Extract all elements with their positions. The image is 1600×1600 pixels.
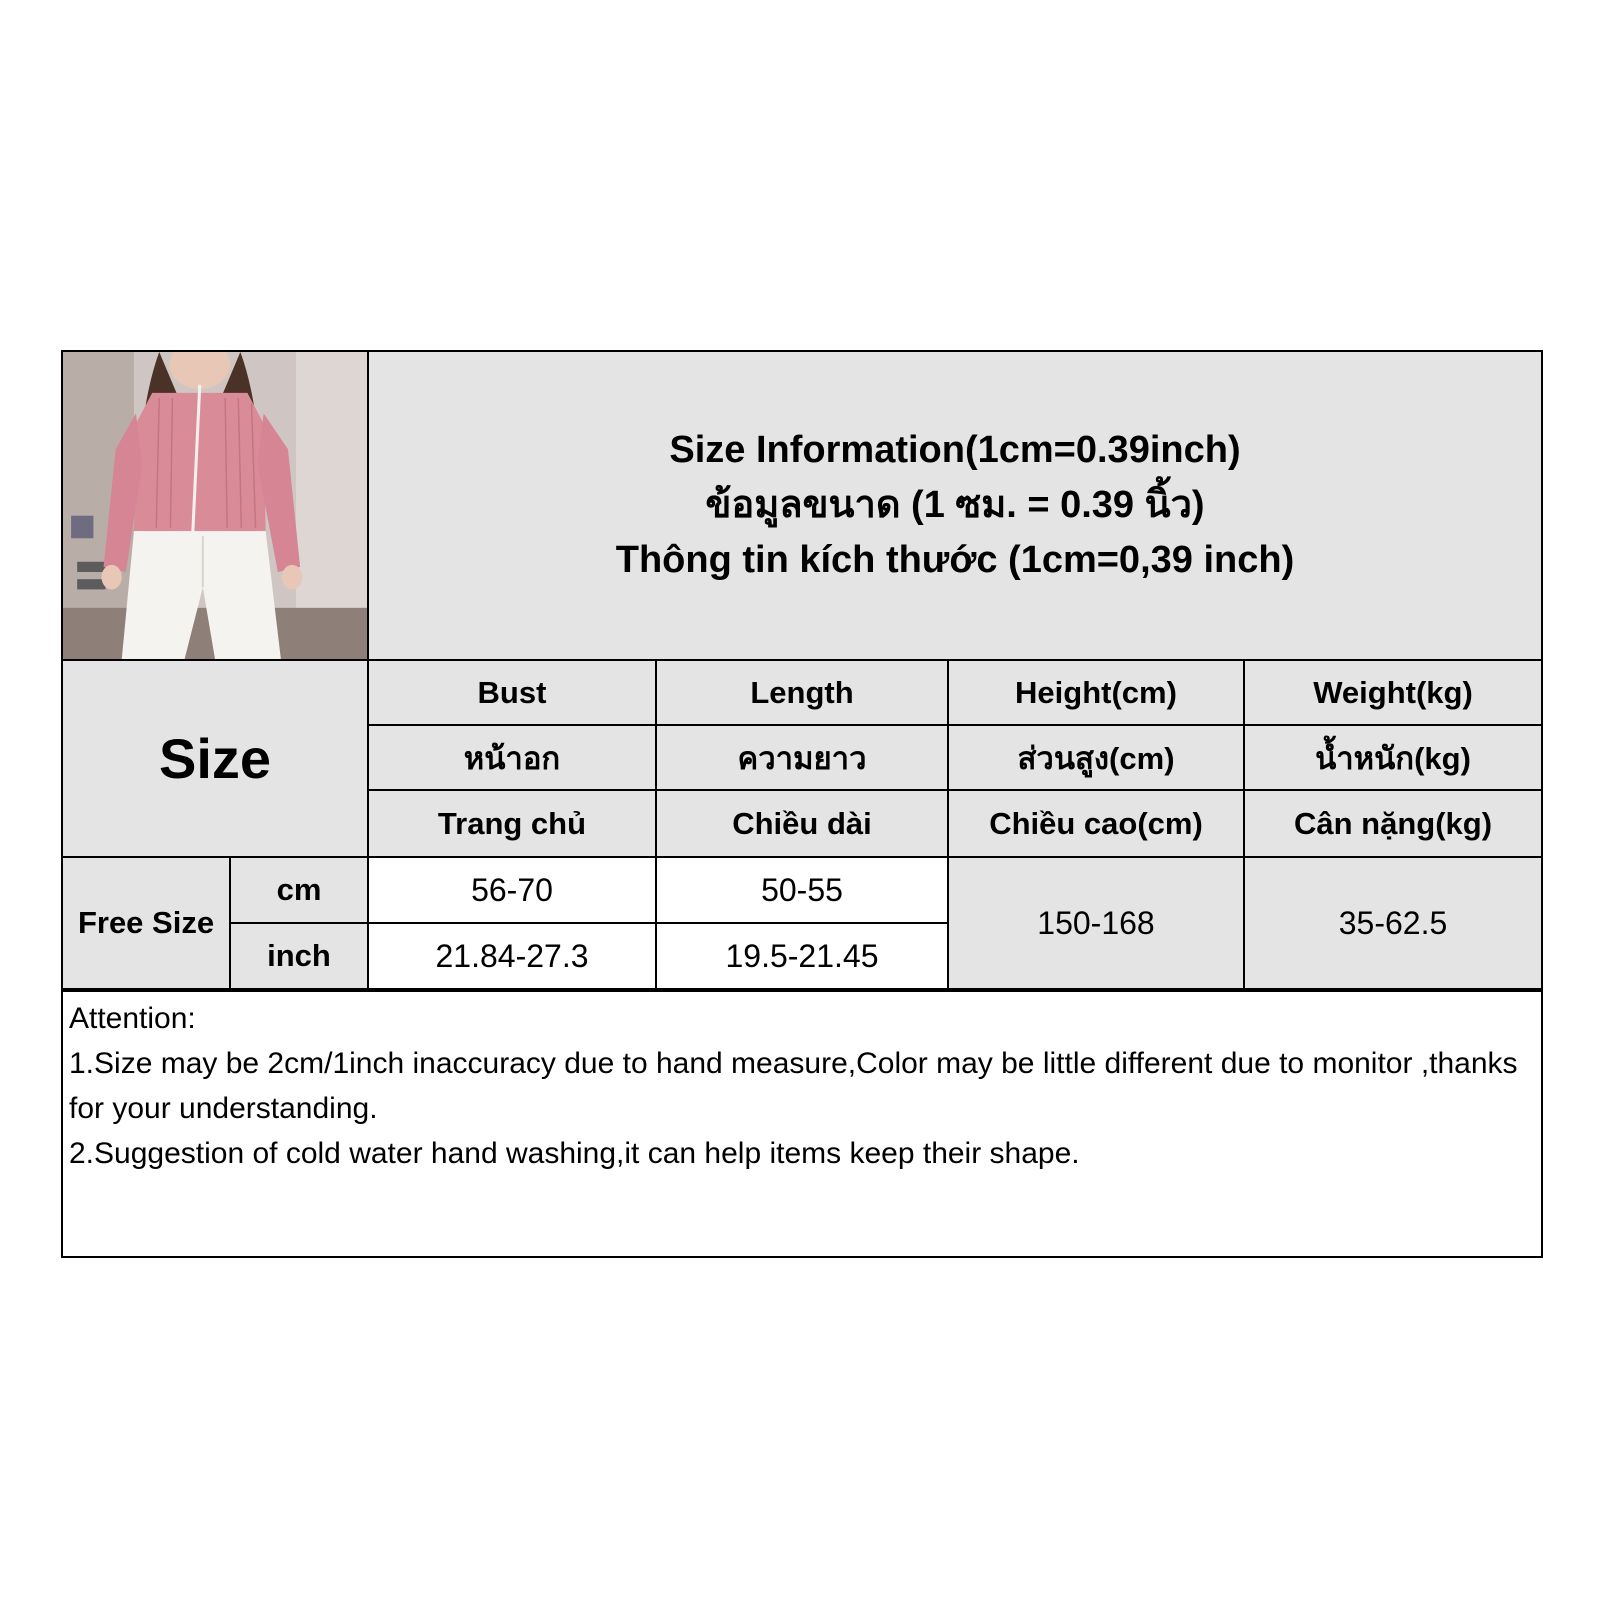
header-length-en: Length — [655, 659, 949, 726]
product-photo — [61, 350, 369, 661]
header-bust-vi: Trang chủ — [367, 789, 657, 858]
size-header: Size — [61, 659, 369, 858]
bust-inch-value: 21.84-27.3 — [367, 922, 657, 990]
header-weight-th: น้ำหนัก(kg) — [1243, 724, 1543, 791]
header-bust-th: หน้าอก — [367, 724, 657, 791]
header-height-en: Height(cm) — [947, 659, 1245, 726]
attention-heading: Attention: — [69, 1002, 196, 1035]
length-cm-value: 50-55 — [655, 856, 949, 924]
header-weight-en: Weight(kg) — [1243, 659, 1543, 726]
header-length-th: ความยาว — [655, 724, 949, 791]
title-thai: ข้อมูลขนาด (1 ซม. = 0.39 นิ้ว) — [705, 484, 1205, 526]
title-block — [367, 350, 1543, 661]
attention-note-1: 1.Size may be 2cm/1inch inaccuracy due to hand measure,Color may be little different due to monitor ,thanks for your understanding. — [69, 1047, 1518, 1125]
bust-cm-value: 56-70 — [367, 856, 657, 924]
unit-inch-cell: inch — [229, 922, 369, 990]
title-vietnamese: Thông tin kích thước (1cm=0,39 inch) — [615, 539, 1295, 581]
header-length-vi: Chiều dài — [655, 789, 949, 858]
header-bust-en: Bust — [367, 659, 657, 726]
height-value: 150-168 — [947, 856, 1245, 990]
title-english: Size Information(1cm=0.39inch) — [669, 429, 1241, 471]
size-name-cell: Free Size — [61, 856, 231, 990]
header-weight-vi: Cân nặng(kg) — [1243, 789, 1543, 858]
weight-value: 35-62.5 — [1243, 856, 1543, 990]
header-height-vi: Chiều cao(cm) — [947, 789, 1245, 858]
length-inch-value: 19.5-21.45 — [655, 922, 949, 990]
size-chart — [61, 350, 1543, 1260]
attention-notes — [61, 990, 1543, 1258]
product-photo-illustration — [63, 352, 367, 659]
unit-cm-cell: cm — [229, 856, 369, 924]
attention-note-2: 2.Suggestion of cold water hand washing,it can help items keep their shape. — [69, 1137, 1080, 1170]
header-height-th: ส่วนสูง(cm) — [947, 724, 1245, 791]
